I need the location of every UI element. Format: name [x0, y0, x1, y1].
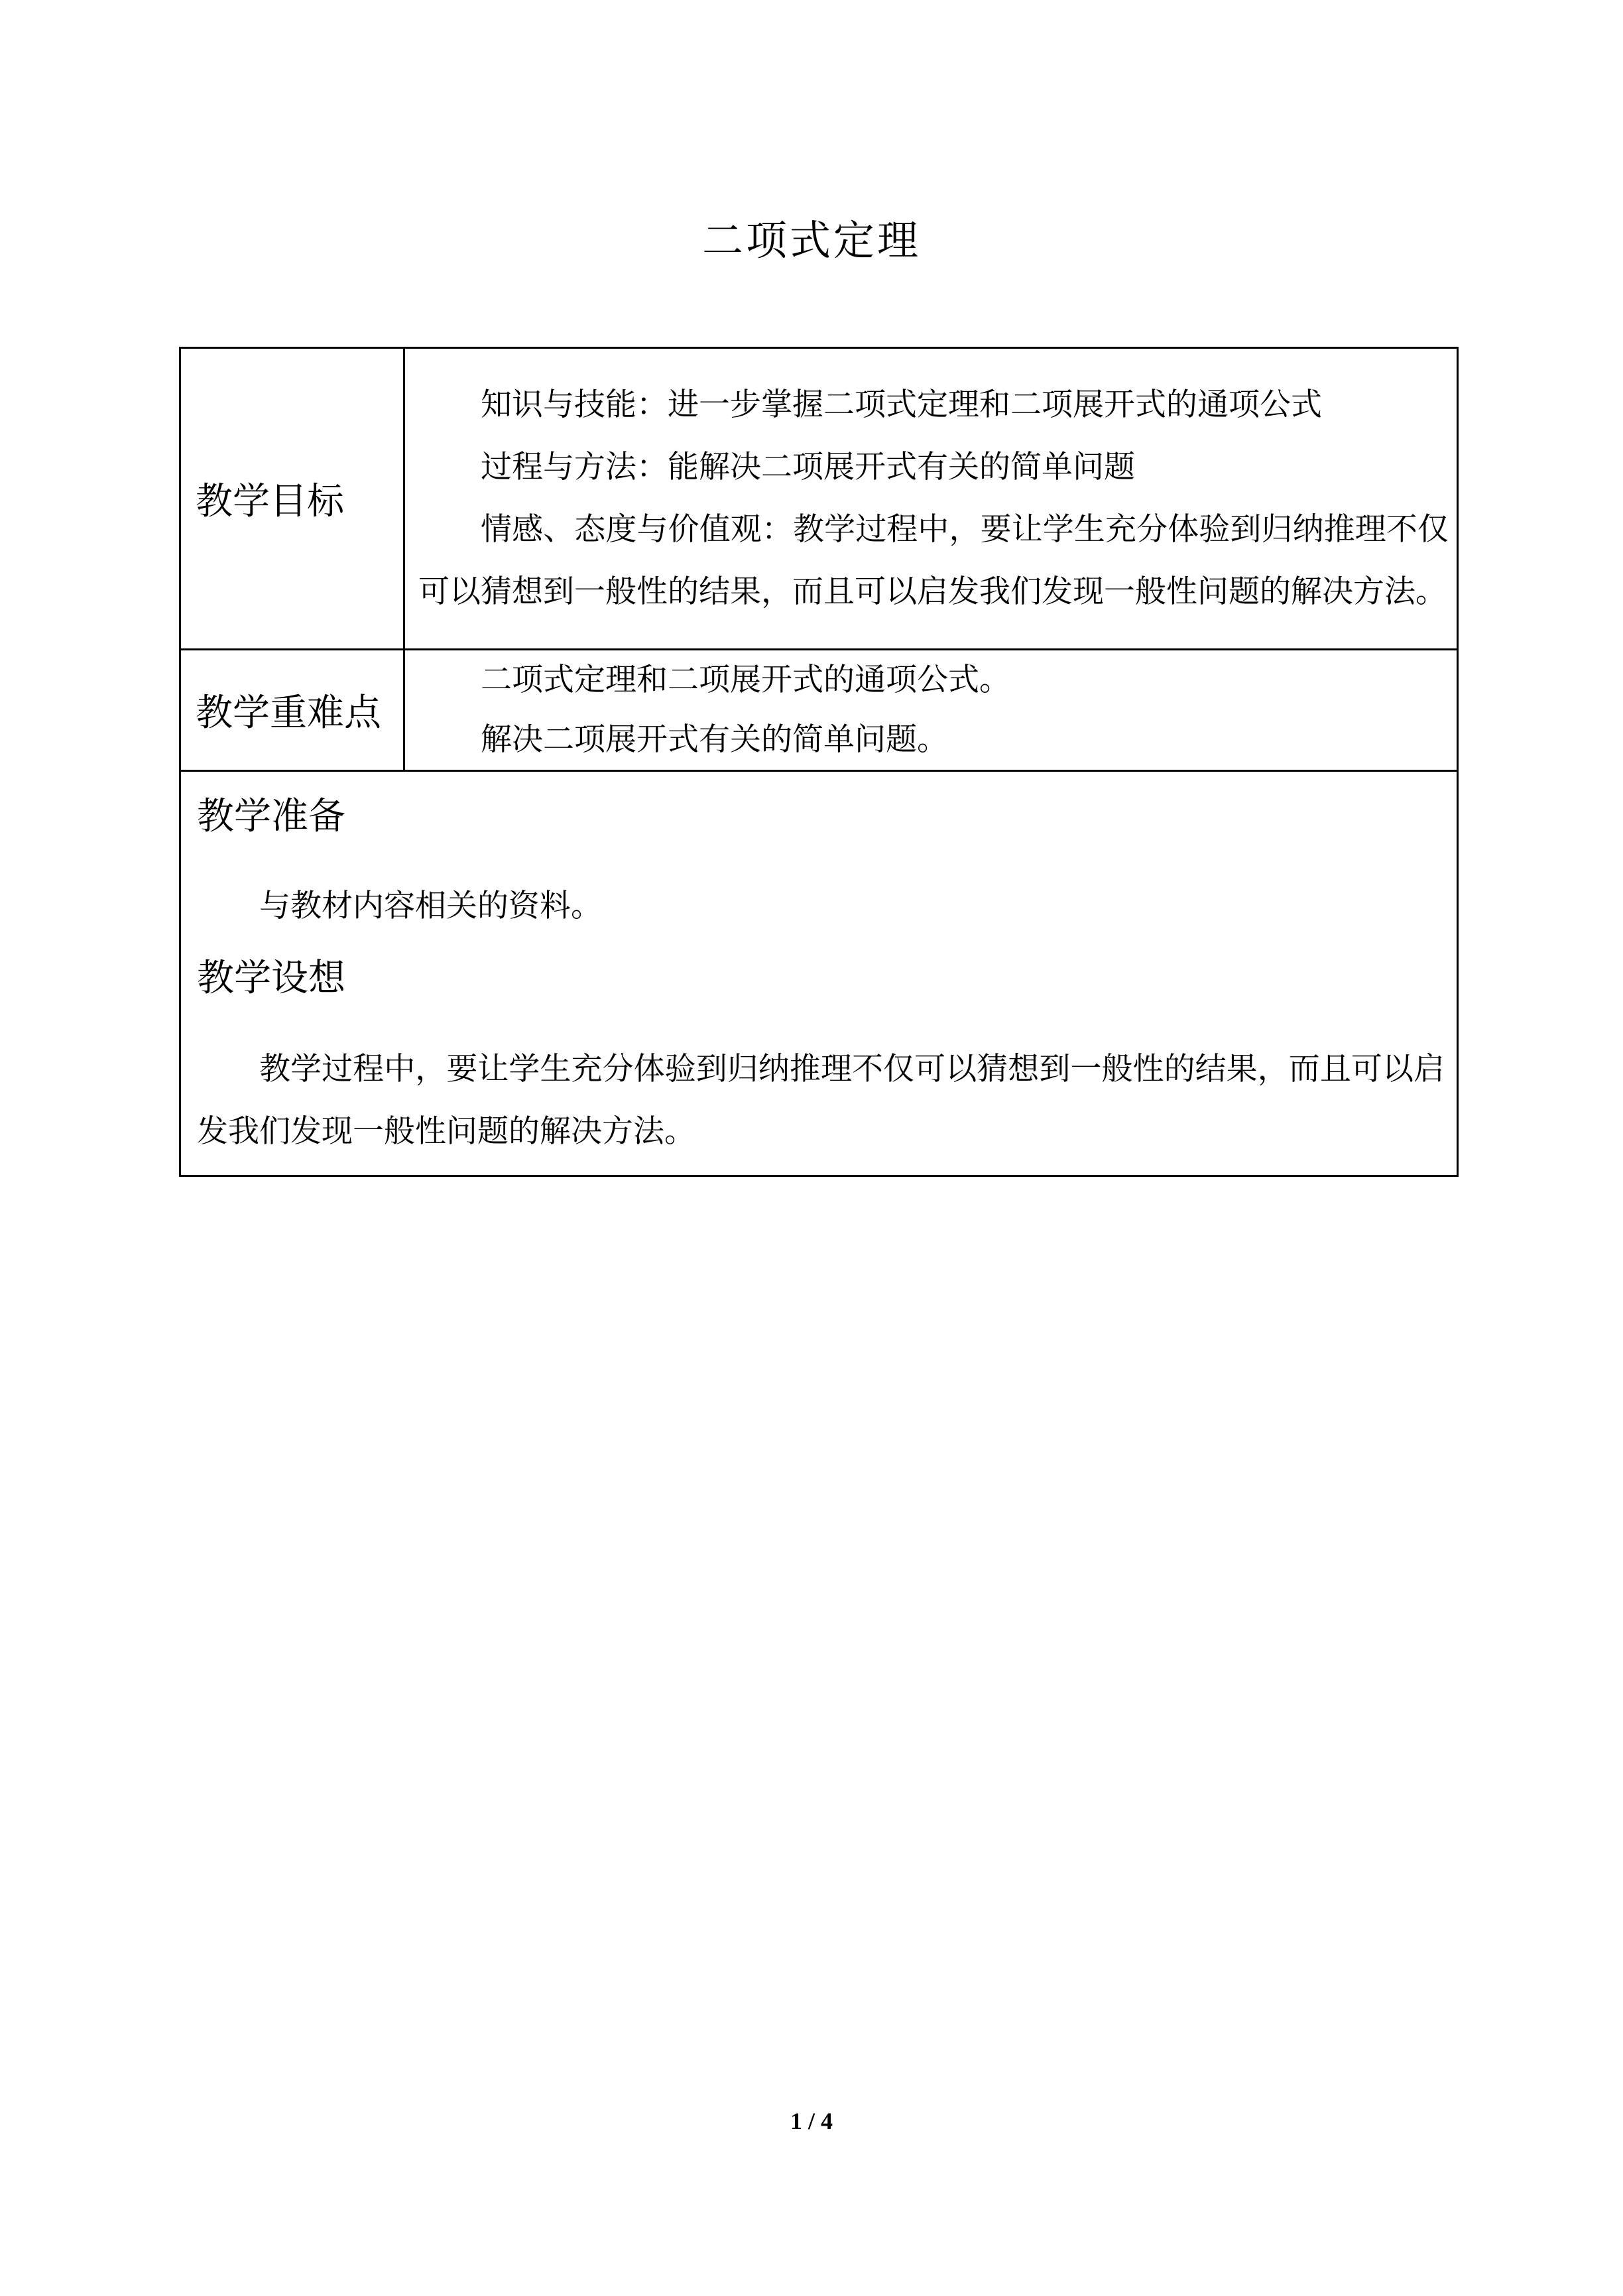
teaching-design-heading: 教学设想	[197, 957, 345, 1000]
page-number: 1 / 4	[790, 2108, 833, 2134]
key-difficult-points-content	[404, 650, 1458, 771]
document-title: 二项式定理	[701, 216, 921, 265]
preparation-design-cell	[180, 771, 1458, 1176]
teaching-preparation-heading: 教学准备	[197, 795, 345, 838]
teaching-goals-content	[404, 348, 1458, 650]
key-point-2: 解决二项展开式有关的简单问题。	[481, 721, 948, 758]
teaching-preparation-body: 与教材内容相关的资料。	[259, 888, 602, 924]
goal-process-method: 过程与方法：能解决二项展开式有关的简单问题	[481, 449, 1135, 485]
lesson-plan-table	[179, 347, 1459, 1177]
teaching-goals-row	[180, 348, 1458, 650]
goal-attitude-values: 情感、态度与价值观：教学过程中，要让学生充分体验到归纳推理不仅可以猜想到一般性的结果，而且可以启发我们发现一般性问题的解决方法。	[418, 511, 1449, 610]
teaching-design-body: 教学过程中，要让学生充分体验到归纳推理不仅可以猜想到一般性的结果，而且可以启发我们发现一般性问题的解决方法。	[197, 1051, 1445, 1150]
preparation-design-row	[180, 771, 1458, 1176]
teaching-goals-label: 教学目标	[180, 348, 404, 650]
key-difficult-points-row	[180, 650, 1458, 771]
goal-knowledge-skills: 知识与技能：进一步掌握二项式定理和二项展开式的通项公式	[481, 387, 1322, 423]
key-difficult-points-label: 教学重难点	[180, 650, 404, 771]
key-point-1: 二项式定理和二项展开式的通项公式。	[481, 662, 1010, 698]
